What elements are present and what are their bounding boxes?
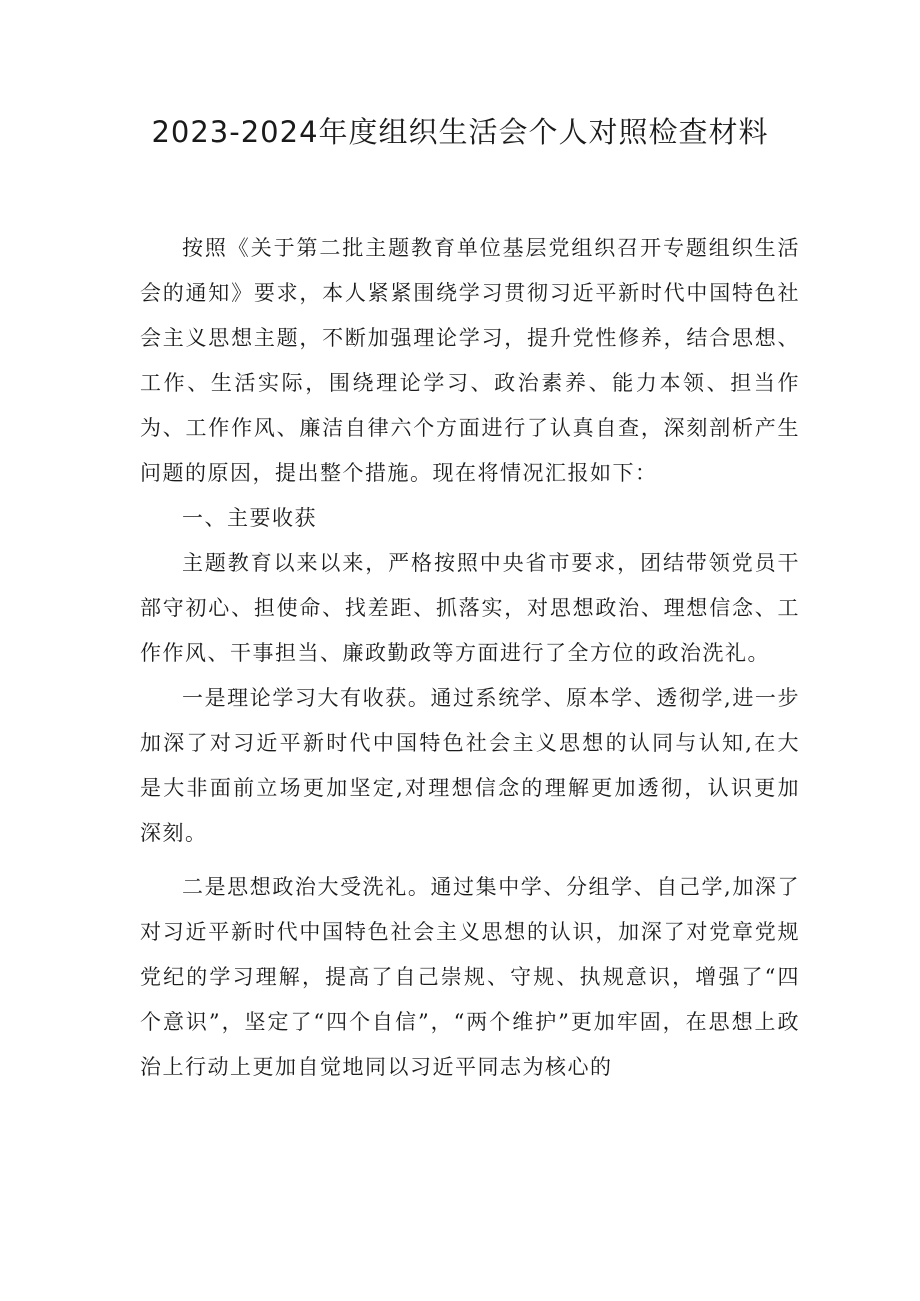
document-title: 2023-2024年度组织生活会个人对照检查材料 — [151, 115, 769, 149]
document-body — [140, 226, 800, 1090]
intro-paragraph: 按照《关于第二批主题教育单位基层党组织召开专题组织生活会的通知》要求，本人紧紧围绕学习贯彻习近平新时代中国特色社会主义思想主题，不断加强理论学习，提升党性修养，结合思想、工作、生活实际，围绕理论学习、政治素养、能力本领、担当作为、工作作风、廉洁自律六个方面进行了认真自查，深刻剖析产生问题的原因，提出整个措施。现在将情况汇报如下： — [140, 236, 800, 485]
gains-overview-paragraph: 主题教育以来以来，严格按照中央省市要求，团结带领党员干部守初心、担使命、找差距、抓落实，对思想政治、理想信念、工作作风、干事担当、廉政勤政等方面进行了全方位的政治洗礼。 — [140, 551, 800, 665]
section-heading-main-gains: 一、主要收获 — [182, 506, 317, 530]
theory-study-paragraph: 一是理论学习大有收获。通过系统学、原本学、透彻学,进一步加深了对习近平新时代中国特色社会主义思想的认同与认知,在大是大非面前立场更加坚定,对理想信念的理解更加透彻，认识更加深刻。 — [140, 686, 800, 845]
political-thought-paragraph: 二是思想政治大受洗礼。通过集中学、分组学、自己学,加深了对习近平新时代中国特色社会主义思想的认识，加深了对党章党规党纪的学习理解，提高了自己崇规、守规、执规意识，增强了“四个意识”，坚定了“四个自信”，“两个维护”更加牢固，在思想上政治上行动上更加自觉地同以习近平同志为核心的 — [140, 875, 800, 1079]
